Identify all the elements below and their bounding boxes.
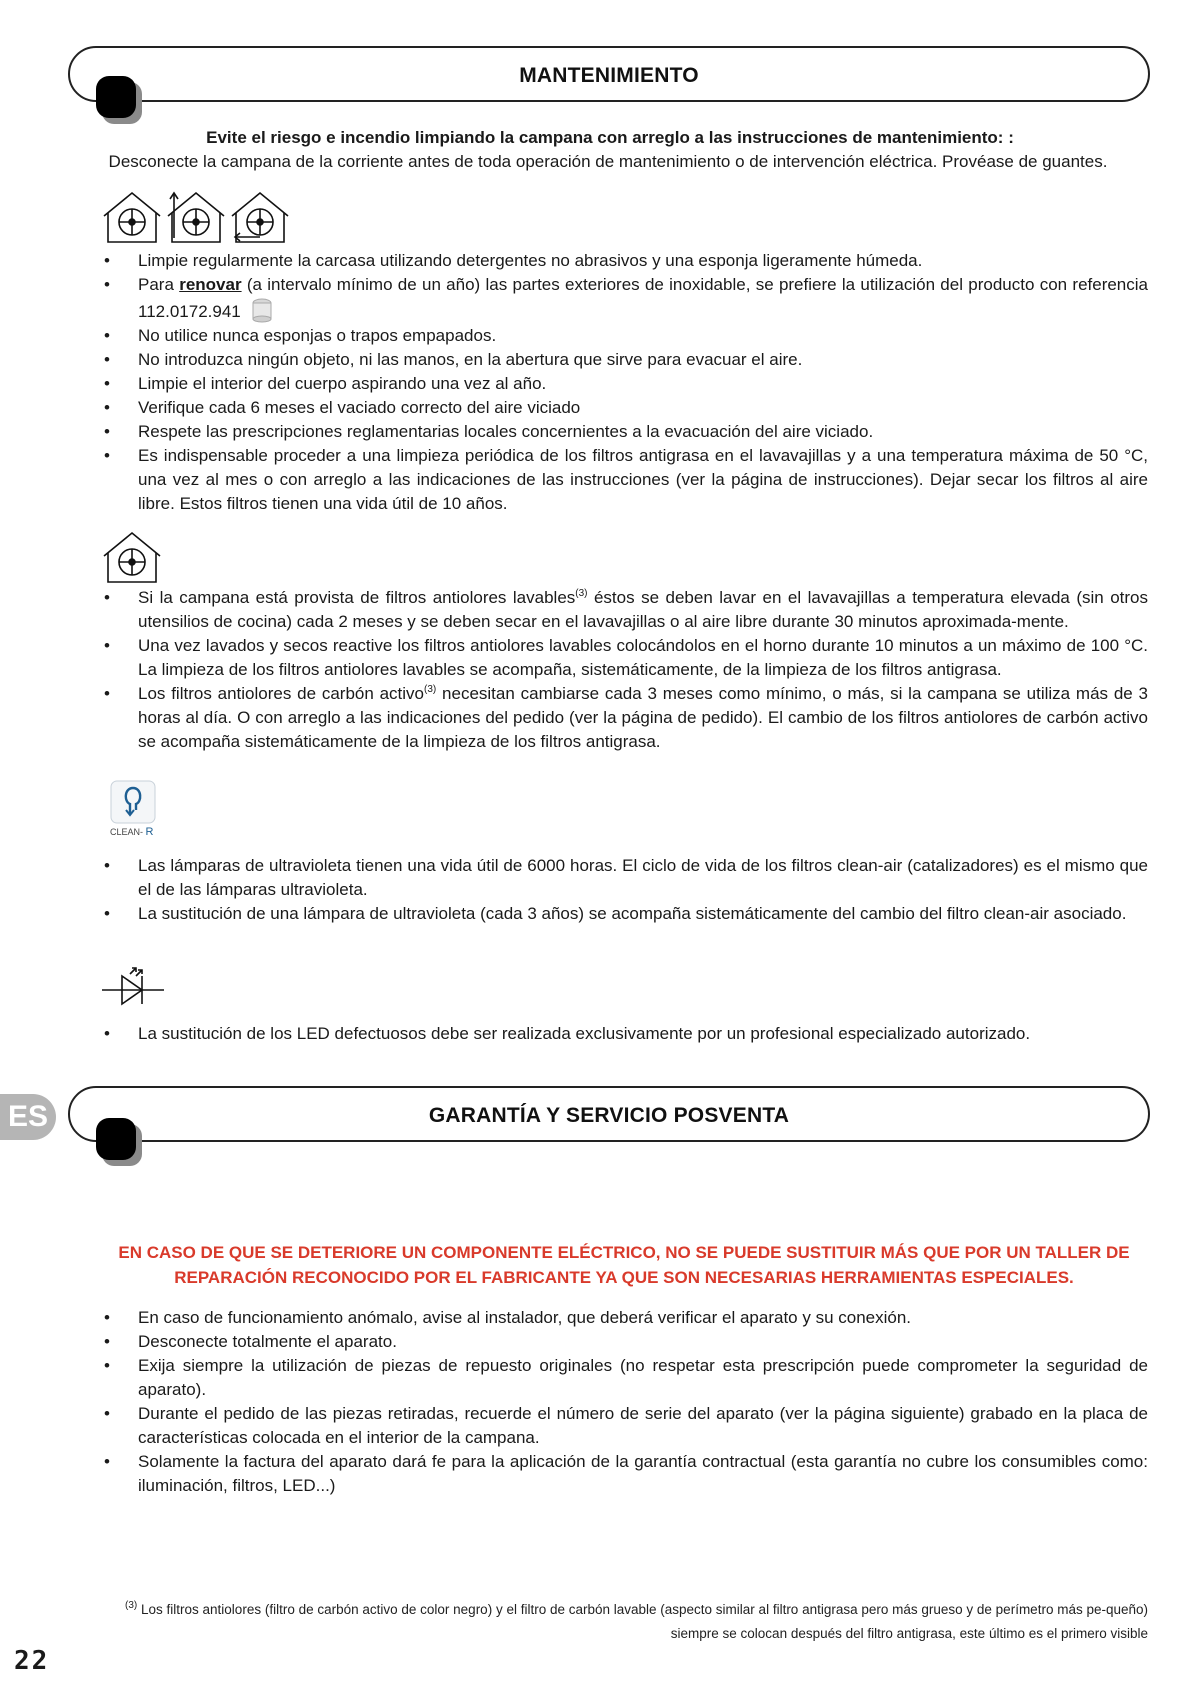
house-fan-icon (102, 530, 164, 586)
list-item: • La sustitución de una lámpara de ultravioleta (cada 3 años) se acompaña sistemáticamente del cambio del filtro clean-air asociado. (104, 902, 1148, 926)
list-item: • Solamente la factura del aparato dará fe para la aplicación de la garantía contractual (esta garantía no cubre los consumibles como: iluminación, filtros, LED...) (104, 1450, 1148, 1498)
renovar-pre: Para (138, 275, 180, 294)
item-text: Si la campana está provista de filtros antiolores lavables (138, 588, 576, 607)
maintenance-list-c (104, 854, 1148, 926)
list-item: • Limpie el interior del cuerpo aspirando una vez al año. (104, 372, 1148, 396)
house-fan-arrow-side-icon (232, 193, 288, 242)
list-item: • Verifique cada 6 meses el vaciado correcto del aire viciado (104, 396, 1148, 420)
clean-label-r: R (145, 826, 154, 838)
maintenance-warning-bold: Evite el riesgo e incendio limpiando la campana con arreglo a las instrucciones de mantenimiento: : (206, 128, 1014, 147)
maintenance-header (68, 46, 1150, 102)
warranty-header (68, 1086, 1150, 1142)
footnote-ref: (3) (575, 588, 588, 599)
list-item: • Respete las prescripciones reglamentarias locales concernientes a la evacuación del aire viciado. (104, 420, 1148, 444)
list-item: • En caso de funcionamiento anómalo, avise al instalador, que deberá verificar el aparato y su conexión. (104, 1306, 1148, 1330)
header-bullet-icon (96, 76, 138, 122)
maintenance-list-a (104, 249, 1148, 516)
list-item: • Desconecte totalmente el aparato. (104, 1330, 1148, 1354)
warranty-warning: EN CASO DE QUE SE DETERIORE UN COMPONENTE ELÉCTRICO, NO SE PUEDE SUSTITUIR MÁS QUE POR UN TALLER DE REPARACIÓN RECONOCIDO POR EL FABRICANTE YA QUE SON NECESARIAS HERRAMIENTAS ESPECIALES. (118, 1243, 1130, 1287)
item-text: Una vez lavados y secos reactive los filtros antiolores lavables colocándolos en el horno durante 10 minutos a un máximo de 100 °C. La limpieza de los filtros antiolores lavables se acompaña, sistemáticamente, de la limpieza de los filtros antigrasa. (138, 636, 1148, 679)
list-item: • No introduzca ningún objeto, ni las manos, en la abertura que sirve para evacuar el aire. (104, 348, 1148, 372)
house-fan-icons (102, 190, 292, 244)
footnote-mark: (3) (125, 1600, 138, 1611)
page-number: 22 (14, 1646, 50, 1676)
warranty-title: GARANTÍA Y SERVICIO POSVENTA (428, 1104, 790, 1127)
item-text: necesitan cambiarse cada 3 meses como mínimo, o más, si la campana se utiliza más de 3 horas al día. O con arreglo a las indicaciones del pedido (ver la página de pedido). El cambio de los filtros antiolores de carbón activo se acompaña sistemáticamente de la limpieza de los filtros antigrasa. (138, 684, 1148, 751)
maintenance-list-d (104, 1022, 1148, 1046)
item-text: Los filtros antiolores de carbón activo (138, 684, 425, 703)
list-item: • No utilice nunca esponjas o trapos empapados. (104, 324, 1148, 348)
footnote (110, 1598, 1148, 1646)
list-item (104, 634, 1148, 682)
renovar-word: renovar (179, 275, 242, 294)
cleaning-product-icon (251, 297, 273, 323)
list-item: • Exija siempre la utilización de piezas de repuesto originales (no respetar esta prescripción puede comprometer la seguridad de aparato). (104, 1354, 1148, 1402)
maintenance-title: MANTENIMIENTO (519, 64, 699, 87)
list-item: • Limpie regularmente la carcasa utilizando detergentes no abrasivos y una esponja ligeramente húmeda. (104, 249, 1148, 273)
clean-air-icon (108, 780, 164, 838)
house-fan-arrow-up-icon (168, 193, 224, 242)
maintenance-warning-text: Desconecte la campana de la corriente antes de toda operación de mantenimiento o de intervención eléctrica. Provéase de guantes. (108, 152, 1108, 171)
footnote-text: Los filtros antiolores (filtro de carbón activo de color negro) y el filtro de carbón lavable (aspecto similar al filtro antigrasa pero más grueso y de perímetro más pe-queño) siempre se colocan después del filtro antigrasa, este último es el primero visible (137, 1602, 1148, 1641)
led-diode-icon (100, 966, 166, 1010)
list-item: • Las lámparas de ultravioleta tienen una vida útil de 6000 horas. El ciclo de vida de los filtros clean-air (catalizadores) es el mismo que el de las lámparas ultravioleta. (104, 854, 1148, 902)
maintenance-list-b (104, 586, 1148, 754)
item-text: éstos se deben lavar en el lavavajillas a temperatura elevada (sin otros utensilios de cocina) cada 2 meses y se deben secar en el lavavajillas o al aire libre durante 30 minutos aproximada-mente. (138, 588, 1148, 631)
house-fan-icon (104, 193, 160, 242)
list-item-renovar (104, 273, 1148, 324)
list-item (104, 586, 1148, 634)
header-bullet-icon (96, 1118, 138, 1164)
list-item: • La sustitución de los LED defectuosos debe ser realizada exclusivamente por un profesional especializado autorizado. (104, 1022, 1148, 1046)
footnote-ref: (3) (424, 684, 437, 695)
language-tab: ES (0, 1094, 56, 1140)
list-item (104, 682, 1148, 754)
list-item: • Es indispensable proceder a una limpieza periódica de los filtros antigrasa en el lavavajillas y a una temperatura máxima de 50 °C, una vez al mes o con arreglo a las indicaciones de las instrucciones (ver la página de instrucciones). Dejar secar los filtros al aire libre. Estos filtros tienen una vida útil de 10 años. (104, 444, 1148, 516)
clean-label: CLEAN- (110, 827, 144, 837)
warranty-list (104, 1306, 1148, 1498)
renovar-post: (a intervalo mínimo de un año) las partes exteriores de inoxidable, se prefiere la utilización del producto con referencia 112.0172.941 (138, 275, 1148, 321)
list-item: • Durante el pedido de las piezas retiradas, recuerde el número de serie del aparato (ver la página siguiente) grabado en la placa de características colocada en el interior de la campana. (104, 1402, 1148, 1450)
